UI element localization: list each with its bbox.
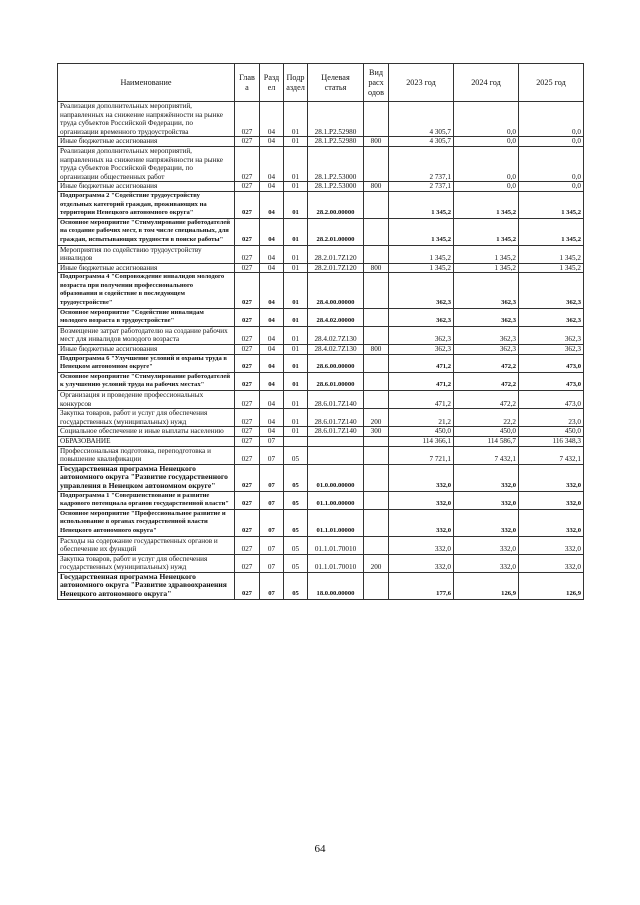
cell-podrazdel: 01 <box>284 245 308 263</box>
cell-target: 01.0.00.00000 <box>308 464 364 491</box>
cell-name: Мероприятия по содействию трудоустройству инвалидов <box>58 245 235 263</box>
cell-podrazdel: 01 <box>284 354 308 372</box>
cell-type <box>364 572 389 599</box>
cell-target: 28.6.01.7Z140 <box>308 409 364 427</box>
cell-razdel: 04 <box>260 191 284 218</box>
cell-y2024: 332,0 <box>454 464 519 491</box>
cell-target: 01.1.01.00000 <box>308 509 364 536</box>
cell-name: Иные бюджетные ассигнования <box>58 182 235 192</box>
table-row <box>58 218 584 245</box>
page-number: 64 <box>314 843 326 855</box>
cell-type <box>364 191 389 218</box>
cell-y2023: 362,3 <box>389 273 454 308</box>
cell-podrazdel: 01 <box>284 191 308 218</box>
cell-type: 800 <box>364 137 389 147</box>
header-razdel: Разд ел <box>260 64 284 102</box>
header-2025: 2025 год <box>519 64 584 102</box>
cell-glava: 027 <box>235 245 260 263</box>
cell-podrazdel: 05 <box>284 509 308 536</box>
cell-glava: 027 <box>235 102 260 137</box>
cell-podrazdel: 05 <box>284 491 308 509</box>
cell-target <box>308 436 364 446</box>
budget-table <box>57 63 584 600</box>
cell-razdel: 04 <box>260 345 284 355</box>
cell-razdel: 07 <box>260 554 284 572</box>
cell-target: 28.1.Р2.53000 <box>308 182 364 192</box>
cell-glava: 027 <box>235 509 260 536</box>
cell-y2024: 1 345,2 <box>454 263 519 273</box>
cell-type <box>364 354 389 372</box>
cell-y2025: 1 345,2 <box>519 191 584 218</box>
cell-name: Реализация дополнительных мероприятий, направленных на снижение напряжённости на рынке труда субъектов Российской Федерации, по организации общественных работ <box>58 146 235 181</box>
cell-y2025: 0,0 <box>519 102 584 137</box>
cell-target: 28.6.01.7Z140 <box>308 391 364 409</box>
cell-razdel: 04 <box>260 409 284 427</box>
cell-type <box>364 536 389 554</box>
cell-glava: 027 <box>235 372 260 390</box>
cell-y2024: 1 345,2 <box>454 218 519 245</box>
cell-glava: 027 <box>235 218 260 245</box>
cell-y2024: 7 432,1 <box>454 446 519 464</box>
cell-name: ОБРАЗОВАНИЕ <box>58 436 235 446</box>
cell-y2025: 126,9 <box>519 572 584 599</box>
cell-glava: 027 <box>235 273 260 308</box>
cell-type <box>364 464 389 491</box>
header-target: Целевая статья <box>308 64 364 102</box>
cell-name: Подпрограмма 4 "Сопровождение инвалидов молодого возраста при получении профессионального образования и содействие в последующем трудоустройстве" <box>58 273 235 308</box>
cell-glava: 027 <box>235 446 260 464</box>
cell-y2024: 22,2 <box>454 409 519 427</box>
cell-y2025: 362,3 <box>519 326 584 344</box>
cell-y2024: 362,3 <box>454 273 519 308</box>
cell-razdel: 04 <box>260 146 284 181</box>
cell-y2024: 332,0 <box>454 554 519 572</box>
cell-razdel: 07 <box>260 446 284 464</box>
cell-name: Закупка товаров, работ и услуг для обеспечения государственных (муниципальных) нужд <box>58 409 235 427</box>
cell-y2025: 1 345,2 <box>519 218 584 245</box>
cell-y2024: 362,3 <box>454 308 519 326</box>
cell-y2025: 0,0 <box>519 137 584 147</box>
header-podrazdel: Подр аздел <box>284 64 308 102</box>
cell-razdel: 07 <box>260 436 284 446</box>
header-2023: 2023 год <box>389 64 454 102</box>
cell-y2025: 332,0 <box>519 464 584 491</box>
cell-name: Подпрограмма 2 "Содействие трудоустройству отдельных категорий граждан, проживающих на территории Ненецкого автономного округа" <box>58 191 235 218</box>
cell-podrazdel <box>284 436 308 446</box>
cell-podrazdel: 01 <box>284 372 308 390</box>
cell-glava: 027 <box>235 427 260 437</box>
cell-y2023: 471,2 <box>389 354 454 372</box>
cell-razdel: 04 <box>260 263 284 273</box>
cell-y2025: 7 432,1 <box>519 446 584 464</box>
cell-podrazdel: 01 <box>284 102 308 137</box>
cell-glava: 027 <box>235 345 260 355</box>
cell-glava: 027 <box>235 409 260 427</box>
cell-name: Иные бюджетные ассигнования <box>58 137 235 147</box>
cell-glava: 027 <box>235 572 260 599</box>
cell-target: 28.1.Р2.52980 <box>308 102 364 137</box>
table-row <box>58 536 584 554</box>
cell-podrazdel: 01 <box>284 182 308 192</box>
table-row <box>58 391 584 409</box>
cell-glava: 027 <box>235 464 260 491</box>
table-row <box>58 372 584 390</box>
table-row <box>58 572 584 599</box>
cell-y2025: 473,0 <box>519 391 584 409</box>
table-row <box>58 446 584 464</box>
cell-glava: 027 <box>235 137 260 147</box>
cell-razdel: 07 <box>260 509 284 536</box>
cell-type <box>364 326 389 344</box>
cell-y2023: 2 737,1 <box>389 182 454 192</box>
cell-y2023: 2 737,1 <box>389 146 454 181</box>
cell-y2023: 1 345,2 <box>389 191 454 218</box>
cell-y2025: 1 345,2 <box>519 245 584 263</box>
cell-y2023: 332,0 <box>389 509 454 536</box>
cell-y2023: 471,2 <box>389 372 454 390</box>
cell-podrazdel: 01 <box>284 391 308 409</box>
cell-y2023: 4 305,7 <box>389 137 454 147</box>
table-row <box>58 137 584 147</box>
cell-name: Основное мероприятие "Стимулирование работодателей к улучшению условий труда на рабочих местах" <box>58 372 235 390</box>
cell-y2025: 0,0 <box>519 182 584 192</box>
cell-type <box>364 436 389 446</box>
cell-glava: 027 <box>235 263 260 273</box>
cell-y2023: 114 366,1 <box>389 436 454 446</box>
cell-podrazdel: 01 <box>284 326 308 344</box>
cell-y2024: 472,2 <box>454 354 519 372</box>
cell-y2025: 473,0 <box>519 354 584 372</box>
cell-name: Организация и проведение профессиональных конкурсов <box>58 391 235 409</box>
cell-target: 18.0.00.00000 <box>308 572 364 599</box>
cell-name: Реализация дополнительных мероприятий, направленных на снижение напряжённости на рынке труда субъектов Российской Федерации, по организации временного трудоустройства <box>58 102 235 137</box>
cell-name: Государственная программа Ненецкого автономного округа "Развитие государственного управления в Ненецком автономном округе" <box>58 464 235 491</box>
cell-type <box>364 218 389 245</box>
cell-razdel: 04 <box>260 354 284 372</box>
table-row <box>58 554 584 572</box>
cell-target: 28.4.00.00000 <box>308 273 364 308</box>
cell-target: 01.1.01.70010 <box>308 536 364 554</box>
cell-y2023: 332,0 <box>389 554 454 572</box>
cell-podrazdel: 01 <box>284 345 308 355</box>
cell-type: 800 <box>364 345 389 355</box>
cell-glava: 027 <box>235 391 260 409</box>
cell-razdel: 04 <box>260 245 284 263</box>
cell-y2025: 116 348,3 <box>519 436 584 446</box>
cell-razdel: 04 <box>260 308 284 326</box>
cell-razdel: 04 <box>260 137 284 147</box>
cell-y2024: 332,0 <box>454 491 519 509</box>
cell-y2024: 0,0 <box>454 182 519 192</box>
cell-y2025: 0,0 <box>519 146 584 181</box>
cell-glava: 027 <box>235 354 260 372</box>
table-row <box>58 191 584 218</box>
cell-target <box>308 446 364 464</box>
cell-y2024: 362,3 <box>454 326 519 344</box>
cell-podrazdel: 05 <box>284 554 308 572</box>
cell-name: Расходы на содержание государственных органов и обеспечение их функций <box>58 536 235 554</box>
cell-target: 28.1.Р2.52980 <box>308 137 364 147</box>
cell-type: 200 <box>364 554 389 572</box>
cell-target: 28.6.01.7Z140 <box>308 427 364 437</box>
cell-y2023: 7 721,1 <box>389 446 454 464</box>
cell-glava: 027 <box>235 191 260 218</box>
cell-y2025: 332,0 <box>519 491 584 509</box>
table-row <box>58 436 584 446</box>
cell-y2024: 362,3 <box>454 345 519 355</box>
table-row <box>58 245 584 263</box>
table-row <box>58 326 584 344</box>
cell-y2024: 126,9 <box>454 572 519 599</box>
cell-podrazdel: 01 <box>284 427 308 437</box>
cell-name: Основное мероприятие "Стимулирование работодателей на создание рабочих мест, в том числе специальных, для граждан, испытывающих трудности в поиске работы" <box>58 218 235 245</box>
cell-y2025: 332,0 <box>519 536 584 554</box>
cell-name: Основное мероприятие "Содействие инвалидам молодого возраста в трудоустройстве" <box>58 308 235 326</box>
cell-y2023: 362,3 <box>389 345 454 355</box>
cell-name: Возмещение затрат работодателю на создание рабочих мест для инвалидов молодого возраста <box>58 326 235 344</box>
cell-type <box>364 308 389 326</box>
cell-name: Иные бюджетные ассигнования <box>58 345 235 355</box>
cell-y2023: 1 345,2 <box>389 218 454 245</box>
header-glava: Глав а <box>235 64 260 102</box>
cell-name: Подпрограмма 6 "Улучшение условий и охраны труда в Ненецком автономном округе" <box>58 354 235 372</box>
cell-type <box>364 372 389 390</box>
cell-razdel: 04 <box>260 273 284 308</box>
table-row <box>58 102 584 137</box>
table-row <box>58 427 584 437</box>
cell-type <box>364 273 389 308</box>
table-row <box>58 464 584 491</box>
header-type: Вид расх одов <box>364 64 389 102</box>
cell-y2025: 362,3 <box>519 308 584 326</box>
cell-glava: 027 <box>235 182 260 192</box>
cell-razdel: 04 <box>260 182 284 192</box>
cell-razdel: 04 <box>260 391 284 409</box>
cell-glava: 027 <box>235 436 260 446</box>
cell-y2024: 450,0 <box>454 427 519 437</box>
cell-type <box>364 509 389 536</box>
cell-podrazdel: 05 <box>284 536 308 554</box>
cell-podrazdel: 01 <box>284 146 308 181</box>
cell-podrazdel: 01 <box>284 409 308 427</box>
cell-razdel: 07 <box>260 491 284 509</box>
table-row <box>58 263 584 273</box>
cell-type: 800 <box>364 263 389 273</box>
cell-target: 28.4.02.7Z130 <box>308 345 364 355</box>
cell-razdel: 04 <box>260 427 284 437</box>
table-row <box>58 273 584 308</box>
cell-y2024: 332,0 <box>454 509 519 536</box>
cell-y2025: 1 345,2 <box>519 263 584 273</box>
cell-podrazdel: 01 <box>284 218 308 245</box>
cell-target: 28.6.00.00000 <box>308 354 364 372</box>
cell-y2023: 332,0 <box>389 464 454 491</box>
cell-glava: 027 <box>235 308 260 326</box>
cell-glava: 027 <box>235 491 260 509</box>
cell-name: Профессиональная подготовка, переподготовка и повышение квалификации <box>58 446 235 464</box>
cell-y2025: 332,0 <box>519 554 584 572</box>
cell-y2023: 332,0 <box>389 536 454 554</box>
cell-type <box>364 102 389 137</box>
cell-y2024: 332,0 <box>454 536 519 554</box>
cell-podrazdel: 01 <box>284 308 308 326</box>
cell-y2023: 471,2 <box>389 391 454 409</box>
cell-target: 01.1.00.00000 <box>308 491 364 509</box>
cell-podrazdel: 01 <box>284 273 308 308</box>
header-2024: 2024 год <box>454 64 519 102</box>
cell-y2025: 362,3 <box>519 273 584 308</box>
cell-target: 28.6.01.00000 <box>308 372 364 390</box>
cell-razdel: 04 <box>260 218 284 245</box>
cell-y2024: 1 345,2 <box>454 245 519 263</box>
cell-y2023: 177,6 <box>389 572 454 599</box>
table-row <box>58 491 584 509</box>
cell-podrazdel: 05 <box>284 464 308 491</box>
cell-type: 200 <box>364 409 389 427</box>
cell-y2025: 23,0 <box>519 409 584 427</box>
cell-type <box>364 245 389 263</box>
cell-y2023: 21,2 <box>389 409 454 427</box>
cell-type: 800 <box>364 182 389 192</box>
cell-target: 28.4.02.7Z130 <box>308 326 364 344</box>
cell-razdel: 04 <box>260 326 284 344</box>
cell-target: 28.4.02.00000 <box>308 308 364 326</box>
cell-y2024: 0,0 <box>454 102 519 137</box>
cell-name: Подпрограмма 1 "Совершенствование и развитие кадрового потенциала органов государственной власти" <box>58 491 235 509</box>
cell-name: Иные бюджетные ассигнования <box>58 263 235 273</box>
cell-target: 01.1.01.70010 <box>308 554 364 572</box>
cell-target: 28.2.00.00000 <box>308 191 364 218</box>
cell-type: 300 <box>364 427 389 437</box>
table-header-row <box>58 64 584 102</box>
table-row <box>58 509 584 536</box>
cell-razdel: 04 <box>260 102 284 137</box>
cell-name: Государственная программа Ненецкого автономного округа "Развитие здравоохранения Ненецкого автономного округа" <box>58 572 235 599</box>
table-row <box>58 146 584 181</box>
header-name: Наименование <box>58 64 235 102</box>
cell-glava: 027 <box>235 536 260 554</box>
cell-y2023: 1 345,2 <box>389 263 454 273</box>
cell-y2024: 472,2 <box>454 372 519 390</box>
cell-razdel: 07 <box>260 572 284 599</box>
cell-glava: 027 <box>235 146 260 181</box>
cell-target: 28.2.01.7Z120 <box>308 263 364 273</box>
cell-y2025: 473,0 <box>519 372 584 390</box>
table-row <box>58 345 584 355</box>
cell-target: 28.2.01.7Z120 <box>308 245 364 263</box>
cell-y2023: 332,0 <box>389 491 454 509</box>
table-row <box>58 308 584 326</box>
cell-y2024: 114 586,7 <box>454 436 519 446</box>
cell-y2023: 1 345,2 <box>389 245 454 263</box>
cell-podrazdel: 05 <box>284 572 308 599</box>
cell-razdel: 04 <box>260 372 284 390</box>
cell-name: Закупка товаров, работ и услуг для обеспечения государственных (муниципальных) нужд <box>58 554 235 572</box>
cell-razdel: 07 <box>260 536 284 554</box>
cell-y2025: 450,0 <box>519 427 584 437</box>
table-row <box>58 182 584 192</box>
cell-target: 28.1.Р2.53000 <box>308 146 364 181</box>
cell-name: Социальное обеспечение и иные выплаты населению <box>58 427 235 437</box>
cell-y2024: 0,0 <box>454 137 519 147</box>
cell-y2024: 0,0 <box>454 146 519 181</box>
cell-y2023: 362,3 <box>389 326 454 344</box>
cell-y2023: 362,3 <box>389 308 454 326</box>
cell-type <box>364 446 389 464</box>
cell-podrazdel: 01 <box>284 137 308 147</box>
cell-y2024: 472,2 <box>454 391 519 409</box>
cell-name: Основное мероприятие "Профессиональное развитие и использование в органах государственной власти Ненецкого автономного округа" <box>58 509 235 536</box>
cell-y2023: 4 305,7 <box>389 102 454 137</box>
cell-y2024: 1 345,2 <box>454 191 519 218</box>
cell-razdel: 07 <box>260 464 284 491</box>
table-row <box>58 354 584 372</box>
cell-glava: 027 <box>235 326 260 344</box>
cell-podrazdel: 01 <box>284 263 308 273</box>
cell-type <box>364 146 389 181</box>
cell-podrazdel: 05 <box>284 446 308 464</box>
cell-glava: 027 <box>235 554 260 572</box>
cell-target: 28.2.01.00000 <box>308 218 364 245</box>
cell-type <box>364 391 389 409</box>
cell-y2025: 332,0 <box>519 509 584 536</box>
table-row <box>58 409 584 427</box>
cell-y2023: 450,0 <box>389 427 454 437</box>
cell-y2025: 362,3 <box>519 345 584 355</box>
cell-type <box>364 491 389 509</box>
